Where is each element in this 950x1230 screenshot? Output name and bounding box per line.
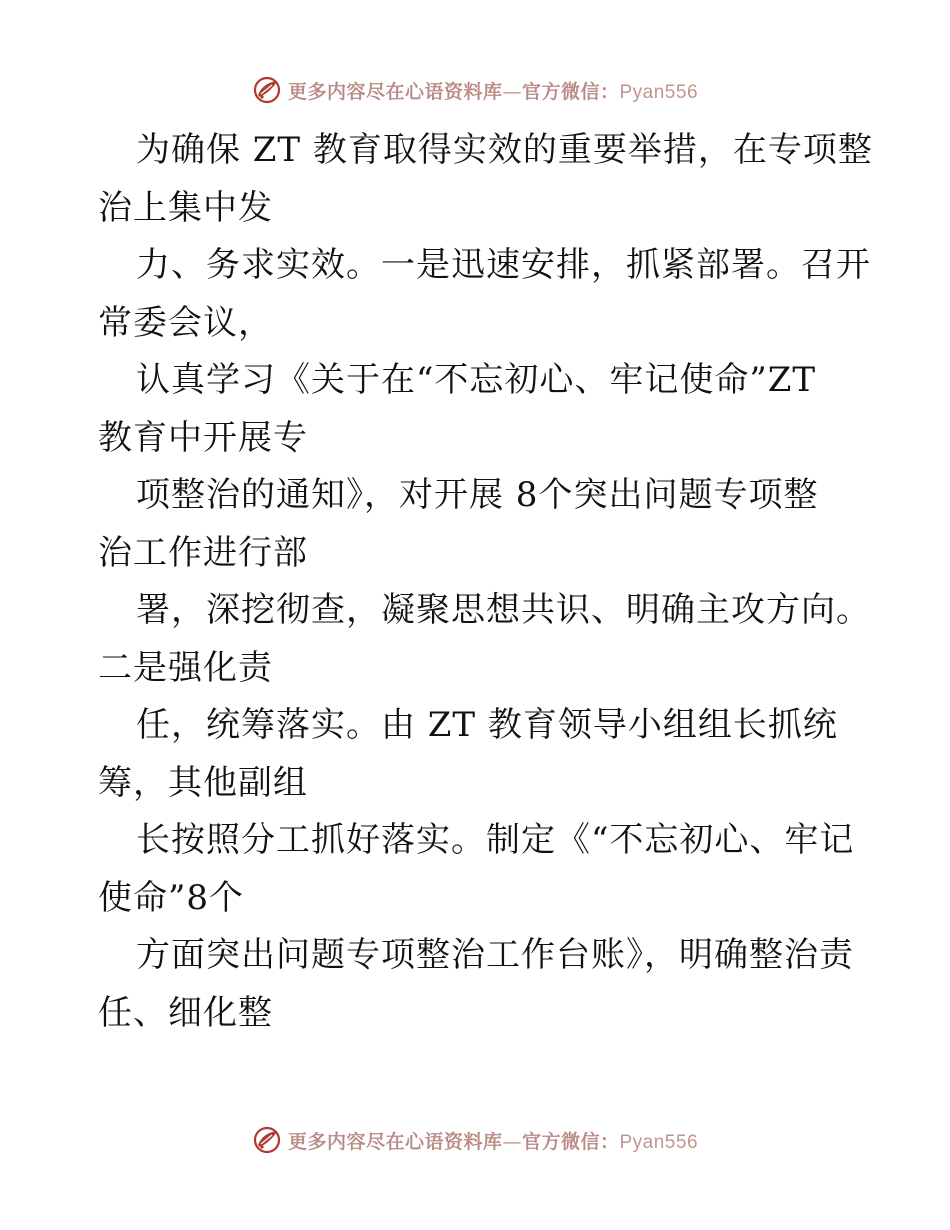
banner-account: Pyan556	[619, 81, 699, 103]
banner-text	[288, 77, 698, 104]
banner-separator: —	[502, 1130, 522, 1153]
paragraph-line: 使命”8个	[98, 877, 245, 918]
footer-banner-content	[252, 1125, 698, 1155]
paragraph-line: 教育中开展专	[98, 417, 308, 458]
footer-banner	[0, 1120, 950, 1160]
banner-official-text: 官方微信：	[521, 1130, 620, 1153]
paragraph-line: 为确保 ZT 教育取得实效的重要举措，在专项整	[136, 130, 873, 170]
header-banner-content	[252, 75, 698, 105]
pen-nib-logo-icon	[252, 1125, 282, 1155]
paragraph-line: 长按照分工抓好落实。制定《“不忘初心、牢记	[136, 820, 855, 860]
header-banner	[0, 70, 950, 110]
paragraph-line: 任，统筹落实。由 ZT 教育领导小组组长抓统	[136, 705, 838, 745]
paragraph-line: 力、务求实效。一是迅速安排，抓紧部署。召开	[136, 245, 871, 285]
paragraph-line: 常委会议，	[98, 302, 273, 343]
pen-nib-logo-icon	[252, 75, 282, 105]
banner-main-text: 更多内容尽在心语资料库	[287, 80, 503, 103]
banner-account: Pyan556	[619, 1131, 699, 1153]
paragraph-line: 治上集中发	[98, 187, 273, 228]
paragraph-line: 署，深挖彻查，凝聚思想共识、明确主攻方向。	[136, 590, 871, 630]
banner-separator: —	[502, 80, 522, 103]
paragraph-line: 筹，其他副组	[98, 762, 308, 803]
paragraph-line: 认真学习《关于在“不忘初心、牢记使命”ZT	[136, 360, 817, 400]
paragraph-line: 二是强化责	[98, 647, 273, 688]
document-body	[98, 122, 873, 1042]
banner-main-text: 更多内容尽在心语资料库	[287, 1130, 503, 1153]
paragraph-line: 方面突出问题专项整治工作台账》，明确整治责	[136, 935, 854, 975]
banner-text	[288, 1127, 698, 1154]
banner-official-text: 官方微信：	[521, 80, 620, 103]
paragraph-line: 任、细化整	[98, 992, 273, 1033]
paragraph-line: 项整治的通知》，对开展 8个突出问题专项整	[136, 475, 819, 515]
paragraph-line: 治工作进行部	[98, 532, 308, 573]
